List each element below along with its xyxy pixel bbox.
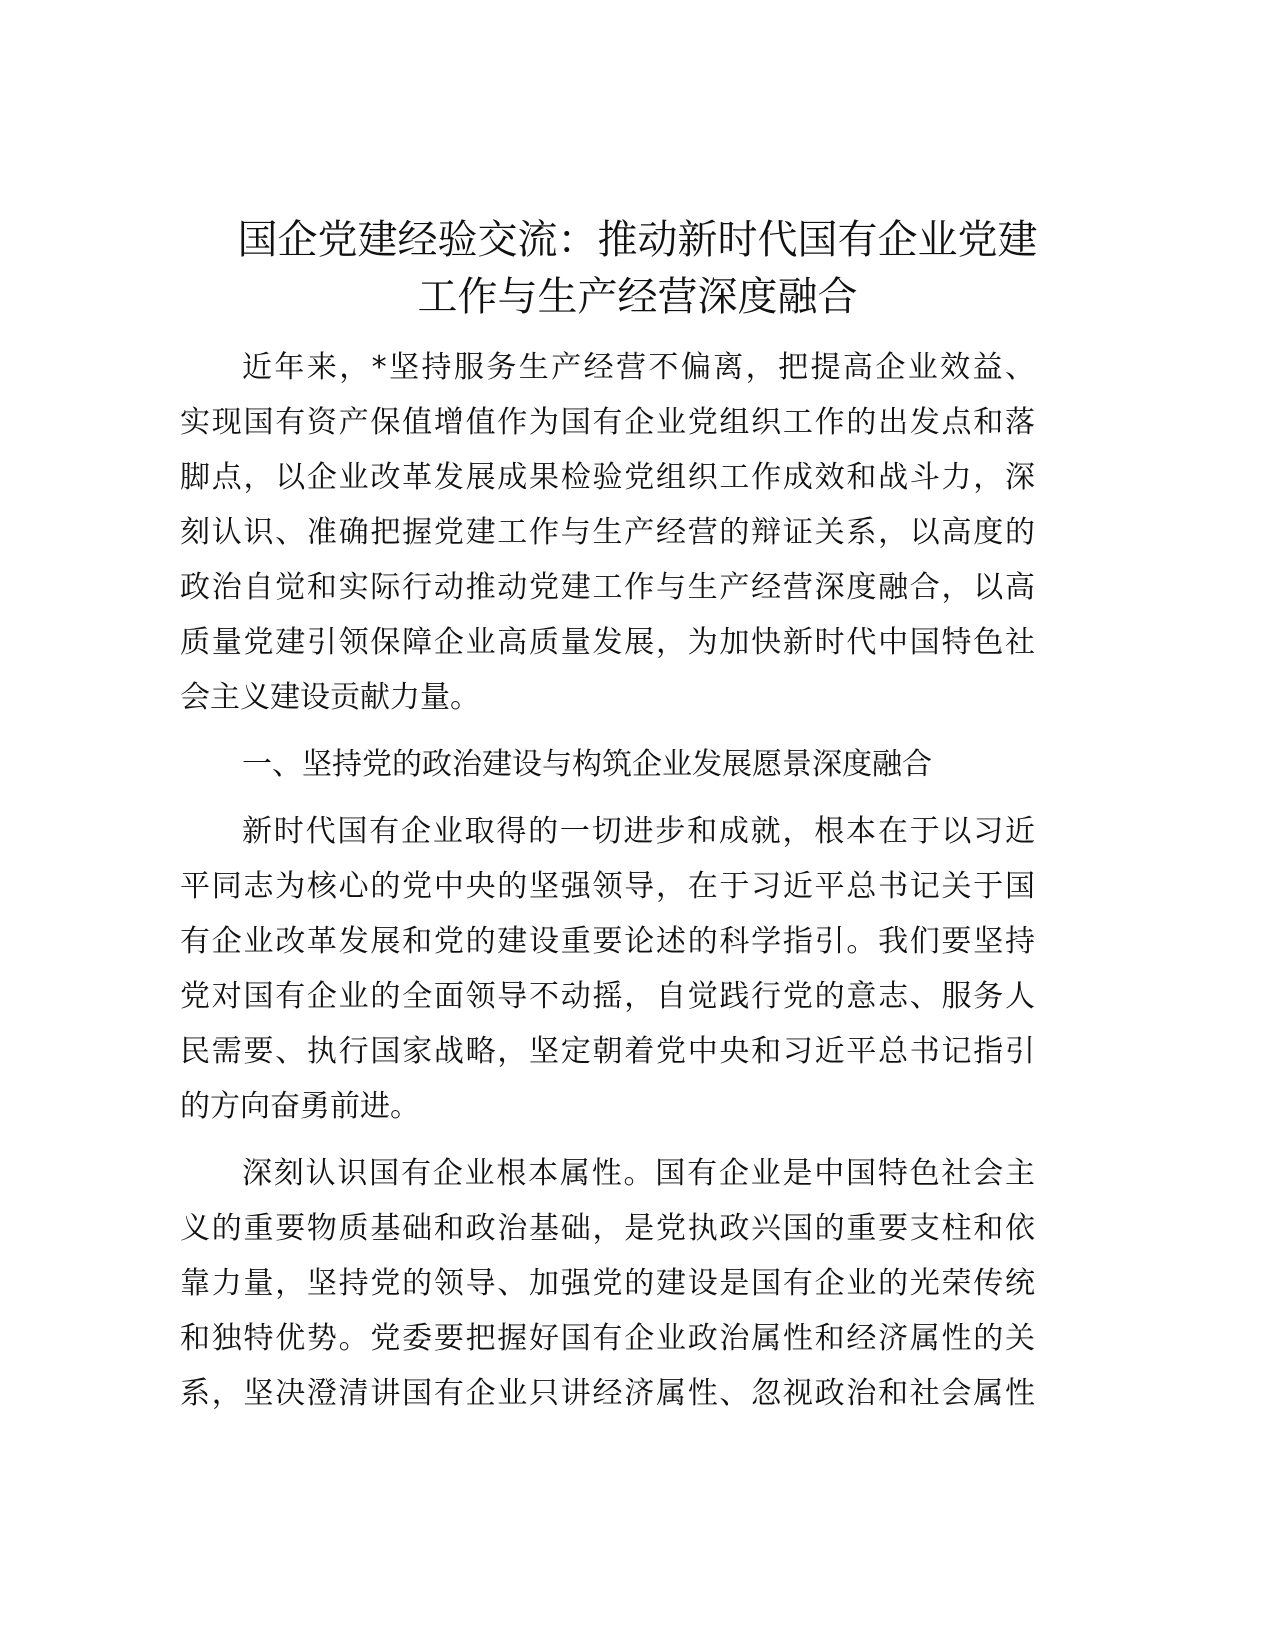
text-line: 新时代国有企业取得的一切进步和成就，根本在于以习近 <box>242 814 1035 849</box>
document-title-line-1: 国企党建经验交流：推动新时代国有企业党建 <box>237 217 1038 263</box>
text-line: 义的重要物质基础和政治基础，是党执政兴国的重要支柱和依 <box>180 1211 1035 1246</box>
text-line: 刻认识、准确把握党建工作与生产经营的辩证关系，以高度的 <box>180 515 1035 550</box>
paragraph <box>180 340 1035 725</box>
text-line: 一、坚持党的政治建设与构筑企业发展愿景深度融合 <box>242 747 932 782</box>
text-line: 靠力量，坚持党的领导、加强党的建设是国有企业的光荣传统 <box>180 1266 1035 1301</box>
text-line: 近年来，*坚持服务生产经营不偏离，把提高企业效益、 <box>242 350 1035 385</box>
text-line: 深刻认识国有企业根本属性。国有企业是中国特色社会主 <box>242 1156 1035 1191</box>
text-line: 系，坚决澄清讲国有企业只讲经济属性、忽视政治和社会属性 <box>180 1376 1035 1411</box>
text-line: 的方向奋勇前进。 <box>180 1089 420 1124</box>
text-line: 有企业改革发展和党的建设重要论述的科学指引。我们要坚持 <box>180 924 1035 959</box>
paragraph <box>180 1146 1035 1421</box>
text-line: 和独特优势。党委要把握好国有企业政治属性和经济属性的关 <box>180 1321 1035 1356</box>
document-title-line-2: 工作与生产经营深度融合 <box>417 274 858 320</box>
text-line: 会主义建设贡献力量。 <box>180 680 480 715</box>
text-line: 民需要、执行国家战略，坚定朝着党中央和习近平总书记指引 <box>180 1034 1035 1069</box>
text-line: 政治自觉和实际行动推动党建工作与生产经营深度融合，以高 <box>180 570 1035 605</box>
section-heading <box>180 737 1035 792</box>
text-line: 质量党建引领保障企业高质量发展，为加快新时代中国特色社 <box>180 625 1035 660</box>
text-line: 党对国有企业的全面领导不动摇，自觉践行党的意志、服务人 <box>180 979 1035 1014</box>
text-line: 平同志为核心的党中央的坚强领导，在于习近平总书记关于国 <box>180 869 1035 904</box>
text-line: 脚点，以企业改革发展成果检验党组织工作成效和战斗力，深 <box>180 460 1035 495</box>
text-line: 实现国有资产保值增值作为国有企业党组织工作的出发点和落 <box>180 405 1035 440</box>
document-body <box>180 340 1035 1433</box>
paragraph <box>180 804 1035 1134</box>
